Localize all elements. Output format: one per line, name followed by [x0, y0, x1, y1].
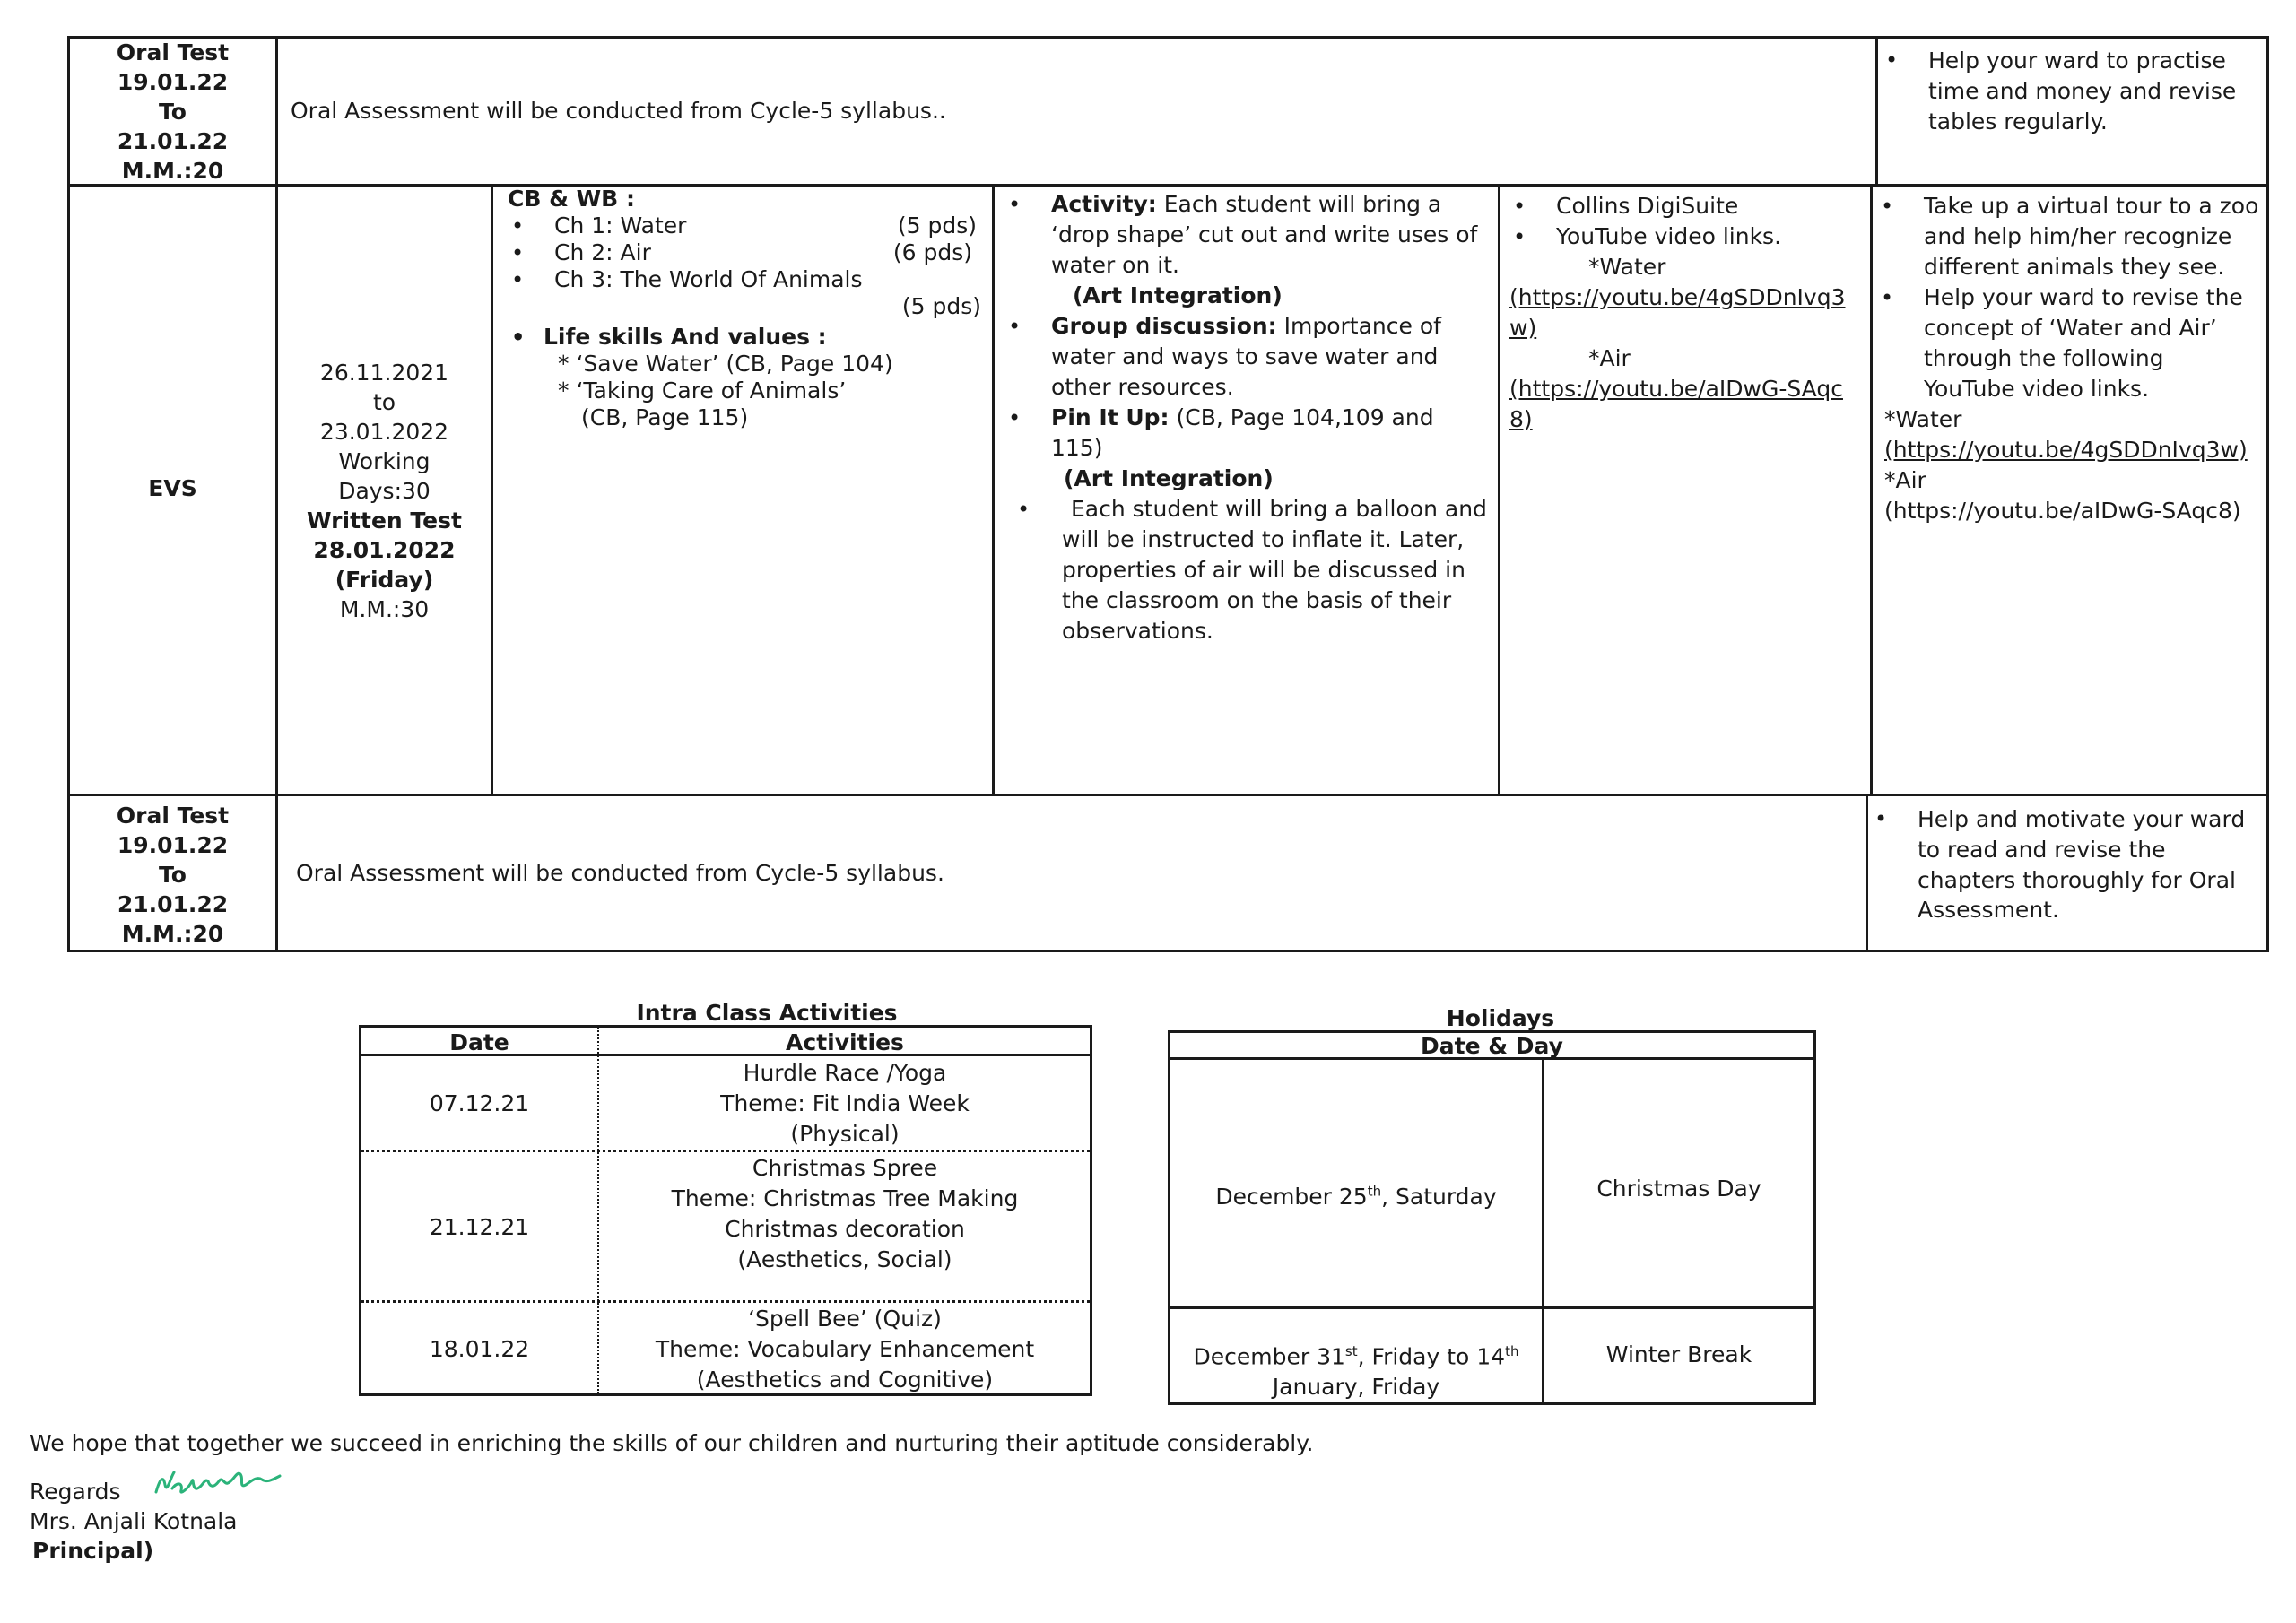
holiday-date: December 31st, Friday to 14th January, Friday	[1193, 1343, 1519, 1401]
col-divider	[1870, 184, 1873, 796]
written-test-date: 28.01.2022	[313, 537, 456, 563]
tip-item: • Help your ward to practise time and money and revise tables regularly.	[1882, 46, 2258, 136]
life-skill-item: * ‘Save Water’ (CB, Page 104)	[558, 351, 893, 377]
written-test-day: (Friday)	[335, 567, 434, 593]
tip-item: • Take up a virtual tour to a zoo and help him/her recognize different animals they see.	[1877, 191, 2261, 282]
resources-cell	[1509, 191, 1864, 435]
chapter-item: • Ch 3: The World Of Animals (5 pds)	[508, 266, 981, 320]
intra-table	[359, 1025, 1092, 1396]
oral-assessment-text: Oral Assessment will be conducted from Cycle-5 syllabus..	[291, 98, 946, 124]
art-integration-label: (Art Integration)	[1064, 465, 1274, 491]
subject-cell	[70, 184, 275, 794]
col-divider	[597, 1028, 599, 1393]
activity-item: • Group discussion: Importance of water and ways to save water and other resources.	[1004, 311, 1489, 403]
activity-details: ‘Spell Bee’ (Quiz) Theme: Vocabulary Enhancement (Aesthetics and Cognitive)	[655, 1306, 1035, 1393]
air-label: *Air	[1884, 467, 1926, 493]
life-skill-item: (CB, Page 115)	[581, 404, 749, 430]
test-to: To	[159, 98, 187, 125]
closing-note: We hope that together we succeed in enriching the skills of our children and nurturing their aptitude considerably.	[30, 1430, 1314, 1456]
test-to-date: 21.01.22	[117, 127, 229, 154]
activity-details: Christmas Spree Theme: Christmas Tree Making Christmas decoration (Aesthetics, Social)	[671, 1155, 1019, 1272]
written-test-label: Written Test	[307, 508, 462, 534]
row-divider	[361, 1300, 1090, 1303]
row-divider	[1170, 1306, 1813, 1309]
water-video-link[interactable]: (https://youtu.be/4gSDDnIvq3w)	[1884, 437, 2248, 463]
activity-date: 21.12.21	[429, 1214, 530, 1240]
activity-item: • Each student will bring a balloon and will be instructed to inflate it. Later, properties of air will be discussed in the classroom on the basis of their observations.	[1004, 494, 1489, 647]
row-divider	[70, 794, 2269, 796]
tip-item: • Help and motivate your ward to read and revise the chapters thoroughly for Oral Assessment.	[1871, 804, 2257, 925]
col-header-date-day: Date & Day	[1421, 1033, 1563, 1059]
test-label: Oral Test	[116, 802, 230, 829]
test-from-date: 19.01.22	[117, 68, 229, 95]
holiday-date: December 25th, Saturday	[1215, 1183, 1497, 1210]
oral-test-cell	[70, 39, 275, 184]
row-divider	[361, 1150, 1090, 1152]
parent-tips-cell	[1871, 804, 2257, 925]
start-date: 26.11.2021	[319, 360, 449, 386]
air-video-link[interactable]: (https://youtu.be/aIDwG-SAqc8)	[1884, 498, 2241, 524]
water-video-link[interactable]: (https://youtu.be/4gSDDnIvq3w)	[1509, 284, 1846, 341]
principal-title: Principal)	[32, 1538, 154, 1564]
parent-tips-cell	[1882, 46, 2258, 136]
intra-title: Intra Class Activities	[636, 1000, 898, 1026]
col-divider	[1875, 39, 1878, 185]
syllabus-cell	[508, 186, 981, 431]
oral-test-cell	[70, 796, 275, 952]
life-skill-item: * ‘Taking Care of Animals’	[558, 378, 847, 404]
activity-date: 18.01.22	[429, 1336, 530, 1362]
holiday-name: Christmas Day	[1596, 1176, 1761, 1202]
activity-item: • Activity: Each student will bring a ‘drop shape’ cut out and write uses of water on it.	[1004, 189, 1489, 281]
principal-name: Mrs. Anjali Kotnala	[30, 1508, 238, 1534]
chapter-item: • Ch 2: Air (6 pds)	[508, 239, 981, 266]
tip-item: • Help your ward to revise the concept of ‘Water and Air’ through the following YouTube video links.	[1877, 282, 2261, 404]
col-header-activities: Activities	[786, 1029, 904, 1055]
date-to: to	[372, 389, 396, 415]
test-to-date: 21.01.22	[117, 890, 229, 917]
holidays-title: Holidays	[1446, 1005, 1555, 1031]
col-divider	[992, 184, 995, 796]
chapter-item: • Ch 1: Water (5 pds)	[508, 213, 981, 239]
water-label: *Water	[1884, 406, 1962, 432]
test-to: To	[159, 861, 187, 888]
resource-item: • YouTube video links.	[1509, 221, 1864, 252]
activity-details: Hurdle Race /Yoga Theme: Fit India Week (Physical)	[720, 1060, 970, 1147]
activities-cell	[1004, 189, 1489, 647]
test-max-marks: M.M.:20	[121, 157, 224, 184]
end-date: 23.01.2022	[319, 419, 449, 445]
holiday-name: Winter Break	[1605, 1341, 1752, 1367]
test-max-marks: M.M.:20	[121, 920, 224, 947]
activity-item: • Pin It Up: (CB, Page 104,109 and 115)	[1004, 403, 1489, 464]
resource-item: • Collins DigiSuite	[1509, 191, 1864, 221]
written-max-marks: M.M.:30	[339, 596, 430, 622]
art-integration-label: (Art Integration)	[1073, 282, 1283, 308]
air-label: *Air	[1588, 345, 1631, 371]
life-skills-heading: • Life skills And values :	[508, 324, 981, 351]
col-header-date: Date	[449, 1029, 509, 1055]
water-label: *Water	[1588, 254, 1666, 280]
activity-date: 07.12.21	[429, 1090, 530, 1116]
air-video-link[interactable]: (https://youtu.be/aIDwG-SAqc8)	[1509, 376, 1843, 432]
col-divider	[1498, 184, 1500, 796]
working-label: Working	[338, 448, 430, 474]
subject-name: EVS	[148, 475, 197, 502]
test-from-date: 19.01.22	[117, 831, 229, 858]
working-days: Days:30	[338, 478, 430, 504]
col-divider	[491, 184, 493, 796]
parent-tips-cell	[1877, 191, 2261, 526]
assessment-table	[67, 36, 2269, 952]
oral-assessment-text: Oral Assessment will be conducted from Cycle-5 syllabus.	[296, 860, 944, 886]
test-label: Oral Test	[116, 39, 230, 65]
dates-cell	[278, 358, 491, 624]
principal-signature	[151, 1462, 285, 1506]
row-divider	[70, 184, 2269, 187]
syllabus-heading: CB & WB :	[508, 186, 635, 212]
col-divider	[1866, 794, 1868, 952]
regards-label: Regards	[30, 1479, 121, 1505]
holidays-table	[1168, 1030, 1816, 1405]
